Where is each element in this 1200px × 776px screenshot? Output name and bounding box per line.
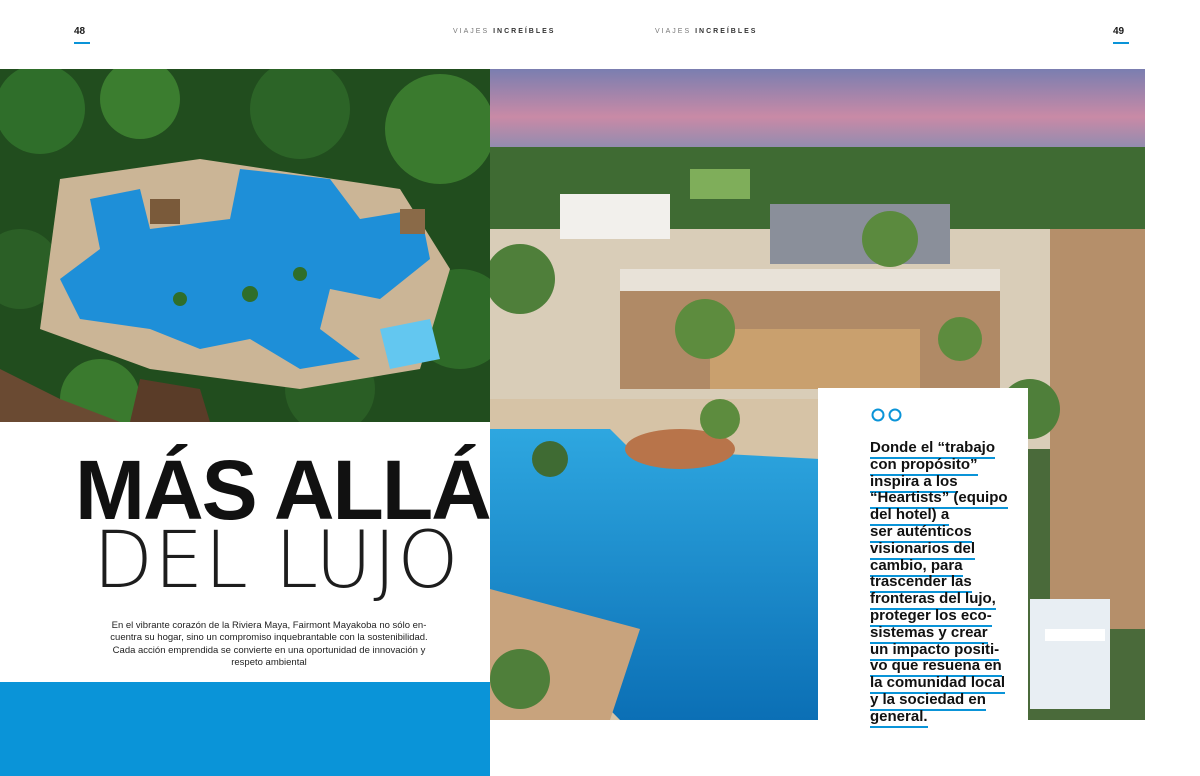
- aerial-pool-photo: [0, 69, 490, 422]
- page-number-underline: [74, 42, 90, 44]
- article-title-line2: DEL LUJO: [93, 516, 460, 606]
- running-head-right: VIAJES INCREÍBLES: [655, 28, 758, 35]
- article-title-line1: MÁS ALLÁ: [75, 443, 490, 537]
- page-number-underline: [1113, 42, 1129, 44]
- open-quote-icon: [870, 407, 904, 428]
- pull-quote: Donde el “trabajo con propósito” inspira a los “Heartists” (equipo del hotel) a ser auténticos visionarios del cambio, para trascender las fronteras del lujo, proteger los eco- sistemas y crear un impacto positi- vo que resuena en la comunidad local y la sociedad en general.: [870, 440, 1015, 726]
- left-page-number: 48: [74, 26, 90, 44]
- accent-band: [0, 682, 490, 776]
- right-page-number: 49: [1113, 26, 1129, 44]
- running-head-left: VIAJES INCREÍBLES: [453, 28, 556, 35]
- article-intro: En el vibrante corazón de la Riviera Maya, Fairmont Mayakoba no sólo en- cuentra su hogar, sino un compromiso inquebrantable con la sostenibilidad. Cada acción emprendida se convierte en una oportunidad de innovación y respeto ambiental: [110, 620, 428, 669]
